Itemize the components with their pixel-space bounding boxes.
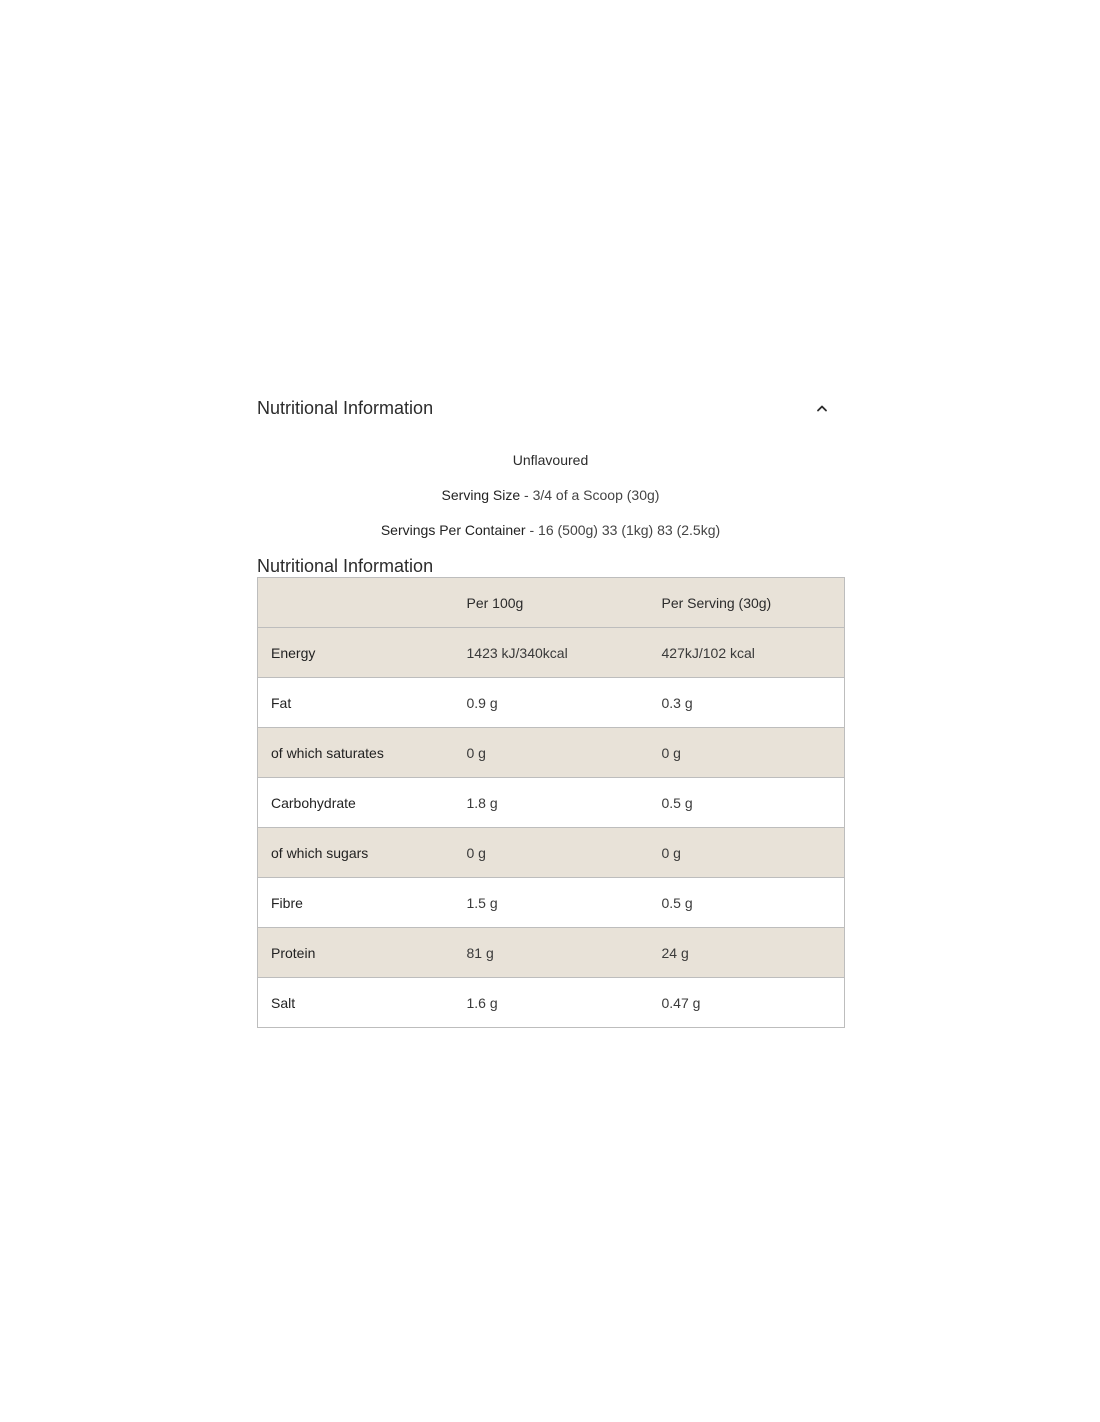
nutrient-name: Fibre <box>258 878 454 928</box>
nutrient-name: of which saturates <box>258 728 454 778</box>
per-100g-value: 0.9 g <box>454 678 649 728</box>
per-100g-value: 1423 kJ/340kcal <box>454 628 649 678</box>
table-row <box>258 978 845 1028</box>
per-serving-value: 0.47 g <box>649 978 845 1028</box>
accordion-title: Nutritional Information <box>257 397 434 418</box>
flavour-name: Unflavoured <box>512 452 589 468</box>
table-header-row <box>258 578 845 628</box>
per-serving-value: 0.5 g <box>649 878 845 928</box>
per-serving-value: 0.3 g <box>649 678 845 728</box>
nutrition-table <box>257 577 845 1028</box>
per-100g-value: 0 g <box>454 728 649 778</box>
nutrient-name: Salt <box>258 978 454 1028</box>
per-100g-value: 0 g <box>454 828 649 878</box>
servings-per-container-value: - 16 (500g) 33 (1kg) 83 (2.5kg) <box>525 522 721 538</box>
header-cell-nutrient <box>258 578 454 628</box>
table-row <box>258 778 845 828</box>
header-cell-per-serving: Per Serving (30g) <box>649 578 845 628</box>
per-serving-value: 24 g <box>649 928 845 978</box>
table-row <box>258 678 845 728</box>
table-row <box>258 928 845 978</box>
table-title: Nutritional Information <box>257 556 434 576</box>
per-100g-value: 1.5 g <box>454 878 649 928</box>
nutrient-name: Protein <box>258 928 454 978</box>
serving-size-label: Serving Size <box>441 487 521 503</box>
table-row <box>258 628 845 678</box>
nutrition-panel <box>257 390 844 1028</box>
serving-size-value: - 3/4 of a Scoop (30g) <box>520 487 660 503</box>
per-serving-value: 0 g <box>649 728 845 778</box>
servings-per-container-label: Servings Per Container <box>380 522 526 538</box>
chevron-up-icon[interactable] <box>812 398 832 418</box>
header-cell-per-100g: Per 100g <box>454 578 649 628</box>
per-100g-value: 81 g <box>454 928 649 978</box>
per-serving-value: 0.5 g <box>649 778 845 828</box>
table-row <box>258 878 845 928</box>
per-100g-value: 1.6 g <box>454 978 649 1028</box>
per-100g-value: 1.8 g <box>454 778 649 828</box>
nutrient-name: Carbohydrate <box>258 778 454 828</box>
table-row <box>258 728 845 778</box>
servings-per-container <box>257 520 844 540</box>
table-row <box>258 828 845 878</box>
per-serving-value: 427kJ/102 kcal <box>649 628 845 678</box>
nutrient-name: of which sugars <box>258 828 454 878</box>
nutrient-name: Energy <box>258 628 454 678</box>
per-serving-value: 0 g <box>649 828 845 878</box>
nutrient-name: Fat <box>258 678 454 728</box>
serving-size <box>257 485 844 505</box>
nutrition-accordion-header[interactable] <box>257 390 844 426</box>
